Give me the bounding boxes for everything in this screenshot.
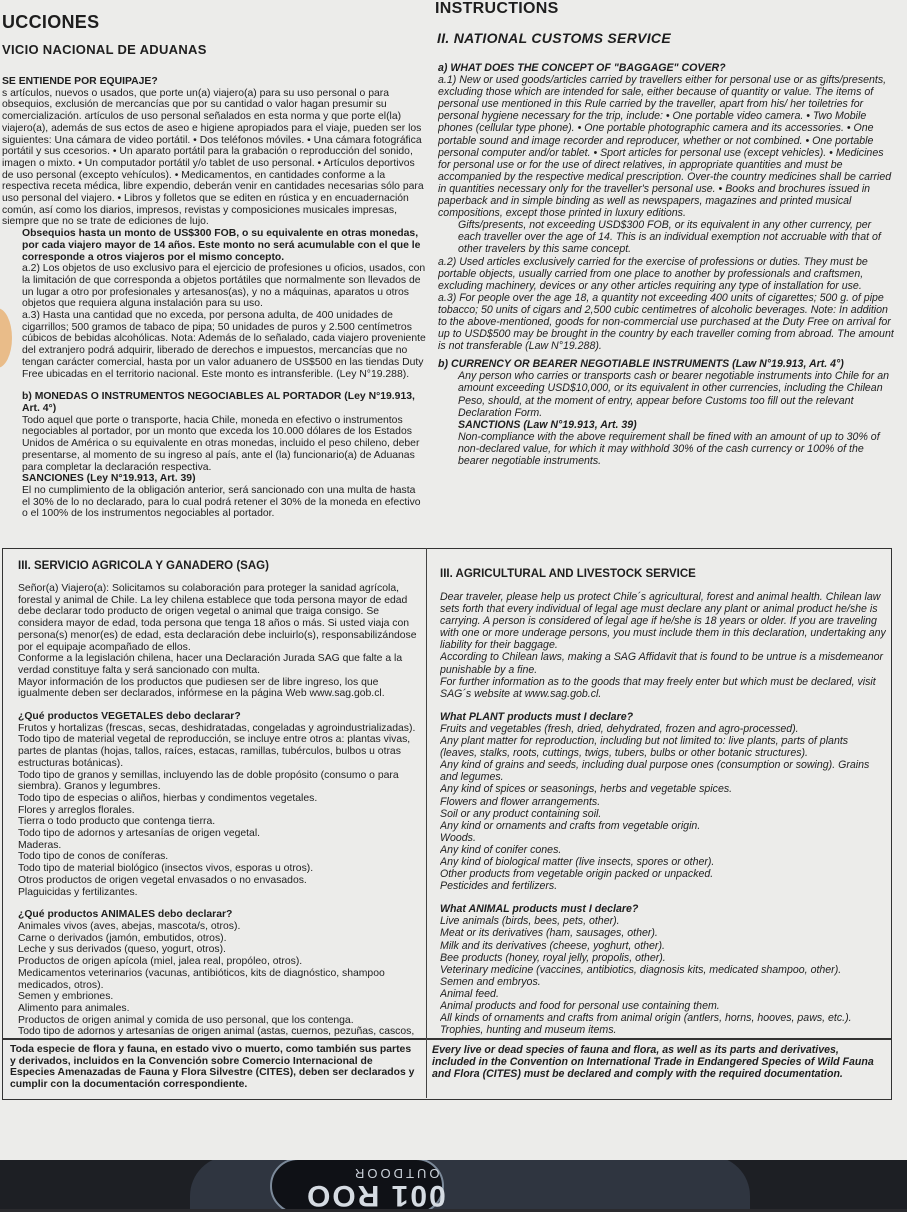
list-item: Any kind of spices or seasonings, herbs and vegetable spices. [440, 783, 733, 796]
es-a3: a.3) Hasta una cantidad que no exceda, por persona adulta, de 400 unidades de cigarrillos; 500 gramos de tabaco de pipa; 50 unidades de puros y 2.500 centímetros cúbicos de bebidas alcohólicas. Nota: Además de lo señalado, cada viajero proveniente del extranjero podrá adquirir, liberado de derechos e impuestos, mercancías que no tengan carácter comercial, hasta por un valor aduanero de US$500 en las tiendas Duty Free ubicadas en el territorio nacional. Este monto es intransferible. (Ley N°19.288). [22, 310, 426, 380]
cites-es-text: Toda especie de flora y fauna, en estado vivo o muerto, como también sus partes y derivados, incluidos en la Convención sobre Comercio Internacional de Especies Amenazadas de Fauna y Flora Silvestre (CITES), deben ser declarados y cumplir con la documentación correspondiente. [10, 1044, 415, 1091]
es-a2: a.2) Los objetos de uso exclusivo para el ejercicio de profesiones u oficios, usados, con la limitación de que corresponda a objetos portátiles que normalmente son llevados de un lugar a otro por profesionales y artesanos(as), y no a máquinas, aparatos u otros objetos que requiera alguna instalación para su uso. [22, 263, 426, 310]
es-plant-question: ¿Qué productos VEGETALES debo declarar? [18, 711, 241, 723]
list-item: Todo tipo de material vegetal de reproducción, se incluye entre otros a: plantas vivas, partes de plantas (hojas, tallos, raíces, estacas, ramillas, tubérculos, bulbos u otras estructuras botánicas). [18, 734, 411, 769]
cites-en-text: Every live or dead species of fauna and flora, as well as its parts and derivatives, included in the Convention on International Trade in Endangered Species of Wild Fauna and Flora (CITES) must be declared and comply with the required documentation. [432, 1044, 874, 1081]
en-gifts: Gifts/presents, not exceeding USD$300 FOB, or its equivalent in any other currency, per each traveller over the age of 14. This is an individual exemption not accruable with that of other travelers by this same concept. [458, 219, 881, 256]
list-item: Todo tipo de conos de coníferas. [18, 851, 169, 863]
list-item: Soil or any product containing soil. [440, 807, 602, 820]
list-item: Semen y embriones. [18, 991, 114, 1003]
logo-big-text: 001 ROO [305, 1179, 446, 1212]
list-item: Any kind of conifer cones. [440, 843, 562, 856]
list-item: Fruits and vegetables (fresh, dried, dehydrated, frozen and agro-processed). [440, 722, 799, 735]
list-item: Any kind of biological matter (live insects, spores or other). [440, 855, 715, 868]
list-item: Otros productos de origen vegetal envasados o no envasados. [18, 874, 307, 886]
en-b-text: Any person who carries or transports cash or bearer negotiable instruments into Chile for an amount exceeding USD$10,000, or its equivalent in other currencies, including the Chilean Peso, should, at the moment of entry, appear before Customs too fill out the relevant Declaration Form. [458, 370, 890, 419]
en-sag-title: III. AGRICULTURAL AND LIVESTOCK SERVICE [440, 568, 696, 580]
list-item: Trophies, hunting and museum items. [440, 1024, 617, 1036]
list-item: Todo tipo de adornos y artesanías de origen animal (astas, cuernos, pezuñas, cascos, [18, 1026, 415, 1036]
list-item: Pesticides and fertilizers. [440, 880, 558, 893]
list-item: Flores y arreglos florales. [18, 804, 135, 816]
es-a1: s artículos, nuevos o usados, que porte un(a) viajero(a) para su uso personal o para obsequios, exclusión de mercancías que por su cantidad o valor hagan presumir su comercialización. artículos de uso personal señalados en esta norma y que porte el(la) viajero(a), además de sus ectos de aseo e higiene apropiados para el viaje, pueden ser los siguientes: Una cámara de video portátil. • Dos teléfonos móviles. • Una cámara fotográfica portátil y sus ccesorios. • Un aparato portátil para la grabación o reproducción del sonido, imagen o mixto. • Un computador portátil y/o tablet de uso personal. • Artículos deportivos de uso personal (excepto vehículos). • Medicamentos, en cantidades conforme a la respectiva receta médica, libre expendio, deberán venir en cantidades necesarias sólo para uso personal del viajero. • Libros y folletos que se editen en rústica y en encuadernación común, así como los diarios, impresos, revistas y composiciones musicales impresas, siempre que no se trate de ediciones de lujo. [2, 87, 424, 228]
es-sanctions-text: El no cumplimiento de la obligación anterior, será sancionado con una multa de hasta el 30% de lo no declarado, para lo cual podrá retener el 30% de la moneda en efectivo o el 100% de los instrumentos negociables al portador. [22, 484, 421, 520]
en-plant-question: What PLANT products must I declare? [440, 710, 634, 723]
list-item: Milk and its derivatives (cheese, yoghurt, other). [440, 939, 665, 952]
list-item: Semen and embryos. [440, 975, 541, 988]
en-b-title: b) CURRENCY OR BEARER NEGOTIABLE INSTRUMENTS (Law N°19.913, Art. 4°) [438, 358, 844, 371]
column-divider [426, 548, 427, 1098]
list-item: Veterinary medicine (vaccines, antibiotics, diagnosis kits, medicated shampoo, other). [440, 963, 842, 976]
list-item: Meat or its derivatives (ham, sausages, other). [440, 927, 658, 940]
es-sag-more: Mayor información de los productos que pudiesen ser de libre ingreso, los que igualmente deben ser declarados, infórmese en la página Web www.sag.gob.cl. [18, 676, 385, 700]
list-item: Woods. [440, 831, 476, 844]
en-sanctions-title: SANCTIONS (Law N°19.913, Art. 39) [458, 418, 637, 431]
list-item: Any plant matter for reproduction, including but not limited to: live plants, parts of plants (leaves, stalks, roots, cuttings, twigs, tubers, bulbs or other botanic structures). [440, 735, 849, 760]
list-item: Plaguicidas y fertilizantes. [18, 886, 138, 898]
list-item: Any kind of grains and seeds, including dual purpose ones (consumption or sowing). Grains and legumes. [440, 759, 870, 784]
customs-en-column [438, 62, 894, 544]
list-item: All kinds of ornaments and crafts from animal origin (antlers, horns, hooves, paws, etc.). [440, 1012, 852, 1025]
customs-es-column [2, 76, 426, 536]
es-sag-law: Conforme a la legislación chilena, hacer una Declaración Jurada SAG que falte a la verdad constituye falta y será sancionado con multa. [18, 653, 403, 676]
list-item: Todo tipo de adornos y artesanías de origen vegetal. [18, 828, 261, 840]
en-a3: a.3) For people over the age 18, a quantity not exceeding 400 units of cigarettes; 500 g. of pipe tobacco; 50 units of cigars and 2,500 cubic centimetres of alcoholic beverages. Note: In addition to the above-mentioned, goods for non-commercial use purchased at the Duty Free on arrival for up to USD$500 may be brought in the country by each traveller coming from abroad. The amount is not transferable (Law N°19.288). [438, 291, 894, 353]
list-item: Flowers and flower arrangements. [440, 795, 601, 808]
list-item: Other products from vegetable origin packed or unpacked. [440, 868, 714, 881]
logo-small-text: OUTDOOR [352, 1166, 440, 1181]
sag-es-column [18, 560, 420, 1036]
es-b-title: b) MONEDAS O INSTRUMENTOS NEGOCIABLES AL PORTADOR (Ley N°19.913, Art. 4°) [22, 391, 415, 414]
list-item: Frutos y hortalizas (frescas, secas, deshidratadas, congeladas y agroindustrializadas). [18, 722, 416, 734]
list-item: Animal products and food for personal use containing them. [440, 1000, 720, 1012]
en-sag-law: According to Chilean laws, making a SAG Affidavit that is found to be untrue is a misdemeanor punishable by a fine. [440, 651, 884, 676]
es-gifts: Obsequios hasta un monto de US$300 FOB, o su equivalente en otras monedas, por cada viajero mayor de 14 años. Este monto no será acumulable con el que le corresponde a otros viajeros por el mismo concepto. [22, 228, 421, 263]
es-animal-question: ¿Qué productos ANIMALES debo declarar? [18, 909, 233, 921]
en-a2: a.2) Used articles exclusively carried for the exercise of professions or duties. They must be portable objects, usually carried from one place to another by professionals and craftsmen, excluding machinery, devices or any other articles requiring any type of installation for use. [438, 255, 868, 292]
list-item: Animal feed. [440, 987, 499, 1000]
en-sag-more: For further information as to the goods that may freely enter but which must be declared, visit SAG´s website at www.sag.gob.cl. [440, 675, 876, 700]
en-animal-list [440, 915, 886, 1036]
list-item: Productos de origen apícola (miel, jalea real, propóleo, otros). [18, 956, 303, 968]
en-customs-heading: II. NATIONAL CUSTOMS SERVICE [437, 30, 671, 46]
en-plant-list [440, 723, 886, 892]
es-customs-heading: VICIO NACIONAL DE ADUANAS [2, 42, 207, 57]
en-page-title: INSTRUCTIONS [435, 0, 559, 17]
cites-en [432, 1044, 884, 1094]
list-item: Todo tipo de granos y semillas, incluyendo las de doble propósito (consumo o para siembra). Granos y legumbres. [18, 769, 399, 793]
list-item: Live animals (birds, bees, pets, other). [440, 915, 620, 928]
es-animal-list [18, 921, 420, 1036]
list-item: Leche y sus derivados (queso, yogurt, otros). [18, 944, 226, 956]
en-animal-question: What ANIMAL products must I declare? [440, 903, 639, 916]
photo-background [0, 1160, 907, 1209]
list-item: Tierra o todo producto que contenga tierra. [18, 816, 216, 828]
list-item: Carne o derivados (jamón, embutidos, otros). [18, 932, 227, 944]
en-baggage-question: a) WHAT DOES THE CONCEPT OF "BAGGAGE" COVER? [438, 62, 726, 74]
list-item: Medicamentos veterinarios (vacunas, antibióticos, kits de diagnóstico, shampoo medicados, otros). [18, 967, 385, 991]
en-sag-intro: Dear traveler, please help us protect Chile´s agricultural, forest and animal health. Chilean law sets forth that every individual of legal age must declare any plant or animal product he/she is carrying. A person is considered of legal age if he/she is 18 years or older. If you are traveling with one or more underage persons, you must include them in this declaration, undertaking any liability for their baggage. [440, 591, 886, 652]
es-page-title: UCCIONES [2, 12, 100, 32]
es-baggage-question: SE ENTIENDE POR EQUIPAJE? [2, 76, 158, 87]
en-a1: a.1) New or used goods/articles carried by travellers either for personal use or as gifts/presents, excluding those which are intended for sale, either because of quantity or value. The items of personal use mentioned in this Rule carried by the traveller, apart from his/ her toiletries for personal hygiene necessary for the trip, include: • One portable video camera. • Two Mobile phones (cellular type phone). • One portable photographic camera and its accessories. • One portable sound and image recorder and reproducer, whether or not combined. • One portable personal computer and/or tablet. • Sport articles for personal use (except vehicles). • Medicines for personal use or for the use of direct relatives, in appropriate quantities and must be accompanied by the respective medical prescription. Over-the country medicines shall be carried in quantities necessary only for the traveller's personal use. • Books and brochures issued in paperback and in simple binding as well as newspapers, magazines and printed musical compositions, except those printed in luxury editions. [438, 74, 892, 220]
list-item: Maderas. [18, 839, 62, 851]
list-item: Todo tipo de especias o aliños, hierbas y condimentos vegetales. [18, 792, 318, 804]
list-item: Productos de origen animal y comida de uso personal, que los contenga. [18, 1014, 354, 1026]
cites-es [10, 1044, 418, 1094]
en-sanctions-text: Non-compliance with the above requirement shall be fined with an amount of up to 30% of non-declared value, for which it may withhold 30% of the cash currency or 100% of the bearer negotiable instruments. [458, 430, 880, 467]
list-item: Alimento para animales. [18, 1002, 130, 1014]
es-b-text: Todo aquel que porte o transporte, hacia Chile, moneda en efectivo o instrumentos negociables al portador, por un monto que exceda los 10.000 dólares de los Estados Unidos de América o su equivalente en otras monedas, incluido el peso chileno, deber presentarse, al momento de su ingreso al país, ante el (la) funcionario(a) de Aduanas para completar la declaración respectiva. [22, 414, 420, 473]
es-sag-title: III. SERVICIO AGRÍCOLA Y GANADERO (SAG) [18, 560, 269, 572]
es-plant-list [18, 723, 420, 899]
sag-en-column [440, 568, 886, 1036]
es-sag-intro: Señor(a) Viajero(a): Solicitamos su colaboración para proteger la sanidad agrícola, forestal y animal de Chile. La ley chilena establece que toda persona mayor de edad debe declarar todo producto de origen vegetal o animal que traiga consigo. Se considera mayor de edad, toda persona que tenga 18 años o más. Si usted viaja con persona(s) menor(es) de edad, esta declaración debe incluirlo(s), responsabilizándose por el equipaje acompañado de ellos. [18, 583, 417, 653]
list-item: Todo tipo de material biológico (insectos vivos, esporas u otros). [18, 863, 314, 875]
list-item: Animales vivos (aves, abejas, mascota/s, otros). [18, 920, 241, 932]
list-item: Bee products (honey, royal jelly, propolis, other). [440, 951, 666, 964]
es-sanctions-title: SANCIONES (Ley N°19.913, Art. 39) [22, 473, 196, 485]
list-item: Any kind or ornaments and crafts from vegetable origin. [440, 819, 701, 832]
